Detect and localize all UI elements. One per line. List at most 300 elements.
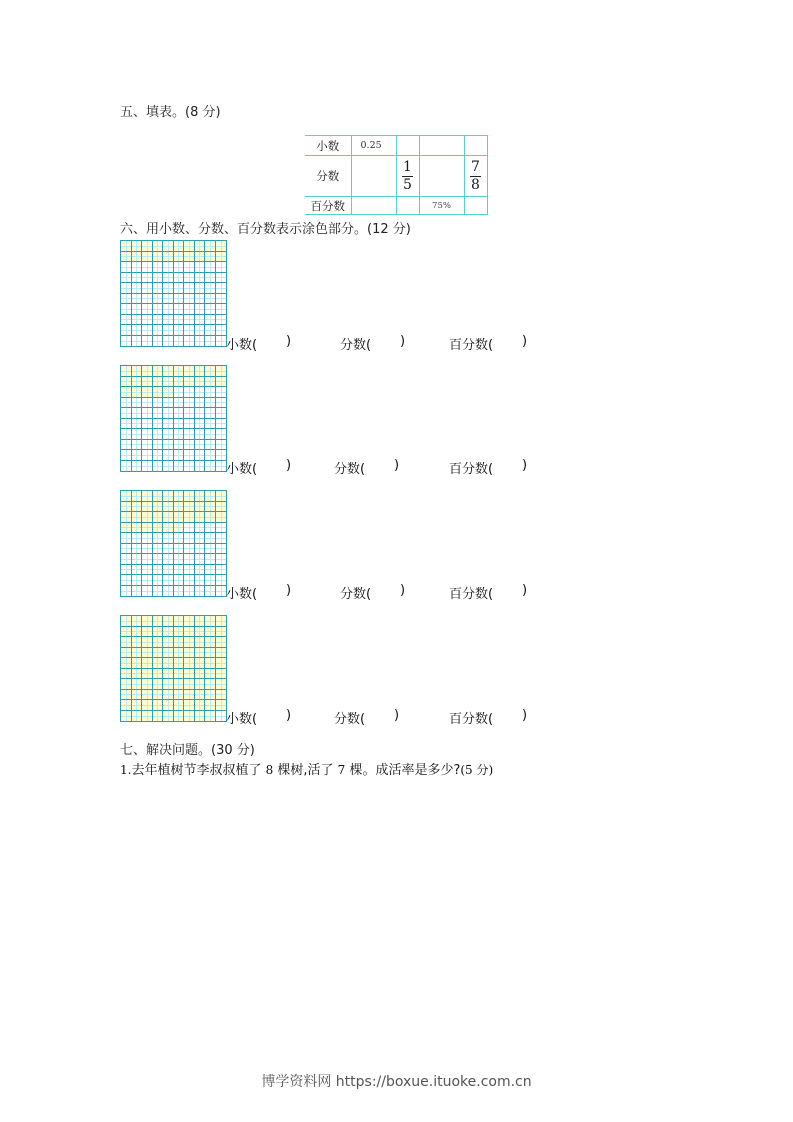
grid-cell-shaded [216,700,227,711]
grid-cell-shaded [195,627,206,638]
grid-cell-shaded [205,690,216,701]
decimal-answer-close: ) [286,458,292,473]
problem-text-c: 棵。成活率是多少? [349,763,461,778]
grid-cell [121,419,132,430]
grid-cell [216,575,227,586]
grid-cell [216,711,227,722]
decimal-answer-close: ) [286,334,292,349]
grid-cell [205,533,216,544]
grid-cell [163,575,174,586]
grid-cell-shaded [132,658,143,669]
grid-cell-shaded [153,523,164,534]
grid-cell-shaded [132,491,143,502]
grid-cell-shaded [132,377,143,388]
grid-cell [121,429,132,440]
grid-cell [184,586,195,597]
grid-cell-shaded [121,627,132,638]
cell-decimal-2[interactable] [396,136,419,156]
grid-cell [132,450,143,461]
grid-cell [184,523,195,534]
percent-answer-label: 百分数( [449,712,494,727]
decimal-answer-label: 小数( [226,338,258,353]
grid-cell [216,325,227,336]
grid-cell [174,419,185,430]
grid-cell [163,429,174,440]
grid-cell-shaded [184,648,195,659]
grid-cell [163,294,174,305]
grid-cell [184,262,195,273]
grid-cell [142,461,153,472]
fraction-answer-label: 分数( [334,712,366,727]
grid-cell [163,533,174,544]
grid-cell [195,450,206,461]
grid-cell [153,440,164,451]
grid-cell-shaded [174,523,185,534]
grid-cell [195,273,206,284]
grid-cell [195,544,206,555]
grid-cell [205,554,216,565]
grid-cell [132,325,143,336]
grid-cell [132,586,143,597]
grid-cell [195,575,206,586]
grid-cell [216,461,227,472]
cell-percent-3: 75% [419,197,464,215]
grid-cell [184,336,195,347]
grid-cell [163,544,174,555]
grid-cell-shaded [163,658,174,669]
grid-cell-shaded [142,658,153,669]
grid-cell-shaded [163,690,174,701]
grid-cell [205,440,216,451]
decimal-answer-label: 小数( [226,587,258,602]
cell-percent-2[interactable] [396,197,419,215]
grid-cell [184,554,195,565]
grid-cell [142,408,153,419]
grid-cell-shaded [174,512,185,523]
grid-cell [216,262,227,273]
grid-cell-shaded [121,512,132,523]
grid-cell [153,283,164,294]
grid-cell [216,408,227,419]
grid-cell-shaded [163,252,174,263]
grid-cell-shaded [153,690,164,701]
problem-number: 1. [120,763,132,777]
grid-cell [195,283,206,294]
grid-cell [205,304,216,315]
grid-cell-shaded [163,502,174,513]
grid-cell-shaded [132,627,143,638]
grid-cell-shaded [195,491,206,502]
grid-cell [153,408,164,419]
grid-cell-shaded [205,377,216,388]
grid-cell-shaded [184,627,195,638]
grid-cell-shaded [174,627,185,638]
grid-cell [195,554,206,565]
percent-answer-label: 百分数( [449,338,494,353]
grid-cell [142,429,153,440]
grid-cell [174,565,185,576]
grid-cell-shaded [153,502,164,513]
grid-cell-shaded [142,502,153,513]
section-6-score: (12 分) [367,222,411,237]
grid-cell-shaded [142,491,153,502]
problem-score: (5 分) [460,763,494,777]
grid-cell-shaded [163,366,174,377]
grid-cell-shaded [184,700,195,711]
grid-cell-shaded [195,366,206,377]
grid-cell-shaded [205,637,216,648]
grid-cell-shaded [142,711,153,722]
grid-cell-shaded [153,648,164,659]
grid-cell-shaded [153,669,164,680]
grid-cell [205,325,216,336]
grid-cell-shaded [153,711,164,722]
grid-cell-shaded [216,512,227,523]
grid-cell-shaded [216,377,227,388]
grid-cell-shaded [163,679,174,690]
fraction-answer-close: ) [400,334,406,349]
grid-cell-shaded [153,700,164,711]
grid-cell [132,461,143,472]
grid-cell [121,325,132,336]
grid-cell [121,294,132,305]
grid-cell [184,325,195,336]
grid-cell [121,554,132,565]
grid-cell-shaded [121,700,132,711]
grid-cell [121,440,132,451]
grid-cell-shaded [174,241,185,252]
grid-cell-shaded [142,387,153,398]
percent-answer-close: ) [522,334,528,349]
grid-cell-shaded [153,658,164,669]
grid-cell [132,544,143,555]
grid-cell-shaded [195,252,206,263]
grid-cell [174,544,185,555]
percent-answer-label: 百分数( [449,462,494,477]
grid-cell-shaded [121,523,132,534]
grid-cell-shaded [163,616,174,627]
table-row-percent [305,197,487,215]
grid-cell-shaded [153,627,164,638]
grid-cell-shaded [121,648,132,659]
grid-cell-shaded [174,377,185,388]
section-5-score: (8 分) [185,105,221,120]
denominator: 5 [403,176,412,193]
grid-cell-shaded [174,502,185,513]
numerator: 7 [471,158,480,175]
grid-cell-shaded [195,690,206,701]
grid-cell [184,450,195,461]
grid-cell [174,586,185,597]
section-5-heading [120,101,221,120]
grid-cell-shaded [142,616,153,627]
grid-cell [163,262,174,273]
cell-decimal-1[interactable]: 0.25 [351,136,396,156]
grid-cell [142,565,153,576]
grid-cell-shaded [174,252,185,263]
grid-cell [132,419,143,430]
grid-cell [142,575,153,586]
grid-cell [195,461,206,472]
grid-cell [174,273,185,284]
grid-cell [153,294,164,305]
grid-cell [132,315,143,326]
grid-cell-shaded [216,690,227,701]
grid-cell-shaded [132,700,143,711]
grid-cell-shaded [142,700,153,711]
cell-decimal-3[interactable] [419,136,464,156]
grid-cell [121,450,132,461]
grid-cell [216,315,227,326]
grid-cell [132,440,143,451]
grid-cell [174,440,185,451]
grid-cell [153,586,164,597]
grid-cell-shaded [195,616,206,627]
grid-cell-shaded [132,252,143,263]
grid-cell-shaded [132,637,143,648]
grid-cell [142,294,153,305]
grid-cell-shaded [205,241,216,252]
row-label-decimal: 小数 [305,136,351,156]
grid-cell [153,304,164,315]
grid-cell-shaded [121,502,132,513]
grid-cell-shaded [205,627,216,638]
grid-cell-shaded [142,252,153,263]
grid-cell-shaded [121,366,132,377]
grid-cell [121,304,132,315]
cell-fraction-3[interactable] [419,156,464,197]
grid-cell [121,336,132,347]
grid-cell [184,533,195,544]
grid-cell [195,408,206,419]
decimal-answer-close: ) [286,583,292,598]
grid-cell-shaded [184,711,195,722]
grid-cell-shaded [216,648,227,659]
grid-cell-shaded [174,679,185,690]
grid-cell-shaded [184,366,195,377]
cell-decimal-4[interactable] [464,136,487,156]
grid-cell-shaded [132,711,143,722]
grid-cell [163,273,174,284]
grid-cell [132,262,143,273]
grid-cell-shaded [142,648,153,659]
grid-cell [153,450,164,461]
fraction-answer-close: ) [400,583,406,598]
grid-cell-shaded [132,523,143,534]
section-6-heading [120,218,411,237]
grid-cell-shaded [132,648,143,659]
grid-cell [174,429,185,440]
grid-cell [184,387,195,398]
grid-cell [142,304,153,315]
grid-cell [132,304,143,315]
grid-cell-shaded [174,700,185,711]
cell-fraction-1[interactable] [351,156,396,197]
grid-cell-shaded [216,616,227,627]
grid-cell [132,294,143,305]
grid-cell [174,387,185,398]
grid-cell-shaded [205,512,216,523]
grid-cell-shaded [163,669,174,680]
grid-cell [163,336,174,347]
grid-cell [163,586,174,597]
grid-cell [163,304,174,315]
grid-cell-shaded [163,523,174,534]
grid-cell-shaded [132,366,143,377]
grid-cell [216,283,227,294]
grid-cell-shaded [142,690,153,701]
grid-cell [184,429,195,440]
grid-cell [153,315,164,326]
grid-cell [121,283,132,294]
grid-cell-shaded [195,679,206,690]
grid-cell [195,325,206,336]
grid-cell [205,336,216,347]
grid-cell [142,398,153,409]
grid-cell [142,533,153,544]
cell-percent-4[interactable] [464,197,487,215]
grid-cell [121,315,132,326]
grid-cell [205,450,216,461]
grid-cell [174,554,185,565]
grid-cell [216,523,227,534]
grid-cell [142,262,153,273]
grid-cell [216,429,227,440]
grid-cell-shaded [121,241,132,252]
grid-cell [195,419,206,430]
grid-cell [142,419,153,430]
grid-cell [195,387,206,398]
percent-answer-close: ) [522,708,528,723]
grid-cell-shaded [153,252,164,263]
grid-cell-shaded [163,627,174,638]
grid-cell [205,408,216,419]
grid-cell-shaded [153,377,164,388]
grid-cell-shaded [205,252,216,263]
grid-cell [216,533,227,544]
grid-cell-shaded [142,512,153,523]
fraction-answer-label: 分数( [334,462,366,477]
grid-cell [121,262,132,273]
cell-percent-1[interactable] [351,197,396,215]
grid-cell [216,419,227,430]
grid-cell-shaded [121,679,132,690]
grid-cell [174,408,185,419]
grid-cell [163,440,174,451]
grid-cell [132,336,143,347]
section-7-title: 七、解决问题。 [120,743,212,758]
decimal-answer-label: 小数( [226,712,258,727]
grid-cell-shaded [121,616,132,627]
hundred-grid-3 [120,490,227,597]
grid-cell [205,523,216,534]
hundred-grid-1 [120,240,227,347]
grid-cell [163,408,174,419]
grid-cell-shaded [153,241,164,252]
percent-answer-label: 百分数( [449,587,494,602]
grid-cell-shaded [184,377,195,388]
grid-cell-shaded [121,711,132,722]
grid-cell [153,461,164,472]
grid-cell [195,523,206,534]
denominator: 8 [471,176,480,193]
problem-value-2: 7 [337,763,346,777]
grid-cell-shaded [184,502,195,513]
grid-cell-shaded [216,679,227,690]
cell-fraction-2 [396,156,419,197]
grid-cell-shaded [184,241,195,252]
grid-cell [195,304,206,315]
grid-cell-shaded [174,658,185,669]
grid-cell [132,533,143,544]
grid-cell [216,273,227,284]
grid-cell-shaded [163,648,174,659]
grid-cell-shaded [216,366,227,377]
grid-cell-shaded [142,377,153,388]
grid-cell-shaded [153,637,164,648]
grid-cell [142,283,153,294]
grid-cell [174,283,185,294]
grid-cell-shaded [121,377,132,388]
problem-1 [120,759,493,778]
grid-cell [216,294,227,305]
row-label-percent: 百分数 [305,197,351,215]
grid-cell [132,283,143,294]
grid-cell [153,554,164,565]
grid-cell-shaded [184,658,195,669]
fraction-answer-close: ) [394,458,400,473]
grid-cell [153,325,164,336]
conversion-table [305,135,488,215]
grid-cell [184,273,195,284]
grid-cell [216,440,227,451]
grid-cell-shaded [184,690,195,701]
grid-cell-shaded [216,502,227,513]
grid-cell [142,440,153,451]
grid-cell-shaded [163,512,174,523]
grid-cell-shaded [132,387,143,398]
grid-cell-shaded [216,637,227,648]
grid-cell [195,294,206,305]
grid-cell-shaded [142,669,153,680]
grid-cell [121,575,132,586]
grid-cell [205,461,216,472]
grid-cell-shaded [216,669,227,680]
grid-cell [132,565,143,576]
decimal-answer-label: 小数( [226,462,258,477]
section-6-title: 六、用小数、分数、百分数表示涂色部分。 [120,222,368,237]
grid-cell [132,408,143,419]
grid-cell [205,294,216,305]
grid-cell-shaded [163,491,174,502]
grid-cell [195,565,206,576]
fraction-one-fifth [402,160,413,193]
grid-cell [216,336,227,347]
percent-answer-close: ) [522,583,528,598]
grid-cell [205,315,216,326]
grid-cell-shaded [174,637,185,648]
grid-cell-shaded [142,366,153,377]
grid-cell-shaded [205,658,216,669]
grid-cell [142,273,153,284]
grid-cell-shaded [216,252,227,263]
grid-cell-shaded [132,512,143,523]
grid-cell-shaded [132,690,143,701]
grid-cell [195,586,206,597]
grid-cell-shaded [216,658,227,669]
grid-cell [205,586,216,597]
grid-cell-shaded [195,648,206,659]
